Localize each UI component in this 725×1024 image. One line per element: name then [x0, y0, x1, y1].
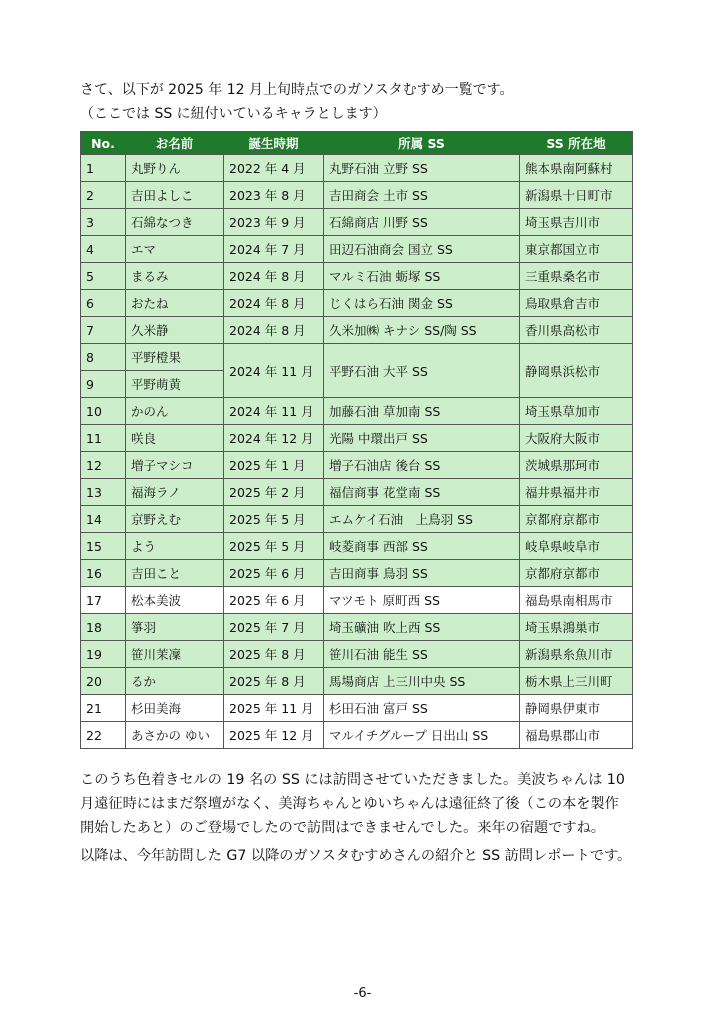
- table-row: [81, 209, 633, 236]
- cell-name: エマ: [126, 236, 224, 263]
- cell-born: 2025 年 2 月: [224, 479, 324, 506]
- cell-name: 平野萌黄: [126, 371, 224, 398]
- cell-no: 8: [81, 344, 126, 371]
- cell-location: 大阪府大阪市: [520, 425, 633, 452]
- cell-name: よう: [126, 533, 224, 560]
- cell-location: 香川県高松市: [520, 317, 633, 344]
- cell-name: おたね: [126, 290, 224, 317]
- table-row: [81, 452, 633, 479]
- cell-location: 熊本県南阿蘇村: [520, 155, 633, 182]
- table-row: [81, 425, 633, 452]
- cell-name: 久米静: [126, 317, 224, 344]
- cell-no: 11: [81, 425, 126, 452]
- cell-ss: 加藤石油 草加南 SS: [324, 398, 520, 425]
- cell-no: 7: [81, 317, 126, 344]
- body-p1-line-3: 開始したあと）のご登場でしたので訪問はできませんでした。来年の宿題ですね。: [80, 820, 605, 836]
- cell-ss: じくはら石油 関金 SS: [324, 290, 520, 317]
- cell-no: 12: [81, 452, 126, 479]
- cell-no: 9: [81, 371, 126, 398]
- cell-born: 2025 年 6 月: [224, 560, 324, 587]
- cell-born: 2024 年 11 月: [224, 398, 324, 425]
- cell-born: 2025 年 6 月: [224, 587, 324, 614]
- character-table: [80, 131, 633, 749]
- cell-ss: 田辺石油商会 国立 SS: [324, 236, 520, 263]
- cell-born: 2024 年 8 月: [224, 263, 324, 290]
- cell-no: 14: [81, 506, 126, 533]
- cell-location: 岐阜県岐阜市: [520, 533, 633, 560]
- cell-name: 箏羽: [126, 614, 224, 641]
- cell-ss: マルイチグループ 日出山 SS: [324, 722, 520, 749]
- table-row: [81, 344, 633, 371]
- table-row: [81, 236, 633, 263]
- cell-no: 20: [81, 668, 126, 695]
- table-row: [81, 398, 633, 425]
- cell-born: 2024 年 8 月: [224, 317, 324, 344]
- cell-no: 13: [81, 479, 126, 506]
- table-row: [81, 182, 633, 209]
- cell-ss: 杉田石油 富戸 SS: [324, 695, 520, 722]
- table-row: [81, 317, 633, 344]
- table-row: [81, 533, 633, 560]
- cell-no: 3: [81, 209, 126, 236]
- table-row: [81, 290, 633, 317]
- table-row: [81, 560, 633, 587]
- cell-name: あさかの ゆい: [126, 722, 224, 749]
- header-name: お名前: [126, 132, 224, 155]
- cell-location: 静岡県伊東市: [520, 695, 633, 722]
- cell-location: 京都府京都市: [520, 506, 633, 533]
- cell-born: 2024 年 11 月: [224, 344, 324, 398]
- cell-born: 2025 年 12 月: [224, 722, 324, 749]
- cell-born: 2025 年 11 月: [224, 695, 324, 722]
- cell-name: 石綿なつき: [126, 209, 224, 236]
- cell-location: 鳥取県倉吉市: [520, 290, 633, 317]
- cell-born: 2025 年 5 月: [224, 533, 324, 560]
- cell-ss: 丸野石油 立野 SS: [324, 155, 520, 182]
- cell-location: 福井県福井市: [520, 479, 633, 506]
- body-paragraph-2: [80, 844, 645, 868]
- cell-name: 吉田こと: [126, 560, 224, 587]
- cell-born: 2024 年 12 月: [224, 425, 324, 452]
- cell-no: 22: [81, 722, 126, 749]
- table-body: [81, 155, 633, 749]
- cell-ss: エムケイ石油 上鳥羽 SS: [324, 506, 520, 533]
- cell-no: 4: [81, 236, 126, 263]
- cell-born: 2023 年 8 月: [224, 182, 324, 209]
- cell-ss: マルミ石油 蛎塚 SS: [324, 263, 520, 290]
- cell-ss: 吉田商事 鳥羽 SS: [324, 560, 520, 587]
- cell-no: 2: [81, 182, 126, 209]
- body-paragraph-1: [80, 768, 645, 840]
- header-no: No.: [81, 132, 126, 155]
- cell-location: 茨城県那珂市: [520, 452, 633, 479]
- cell-ss: 平野石油 大平 SS: [324, 344, 520, 398]
- page-number: -6-: [353, 986, 372, 1001]
- cell-name: 丸野りん: [126, 155, 224, 182]
- cell-no: 15: [81, 533, 126, 560]
- cell-ss: 光陽 中環出戸 SS: [324, 425, 520, 452]
- cell-ss: 埼玉礦油 吹上西 SS: [324, 614, 520, 641]
- header-location: SS 所在地: [520, 132, 633, 155]
- cell-name: かのん: [126, 398, 224, 425]
- cell-location: 福島県郡山市: [520, 722, 633, 749]
- cell-born: 2023 年 9 月: [224, 209, 324, 236]
- cell-location: 京都府京都市: [520, 560, 633, 587]
- cell-born: 2025 年 7 月: [224, 614, 324, 641]
- cell-name: 増子マシコ: [126, 452, 224, 479]
- header-born: 誕生時期: [224, 132, 324, 155]
- intro-line-1: さて、以下が 2025 年 12 月上旬時点でのガソスタむすめ一覧です。: [80, 82, 514, 98]
- table-row: [81, 614, 633, 641]
- cell-ss: マツモト 原町西 SS: [324, 587, 520, 614]
- cell-location: 東京都国立市: [520, 236, 633, 263]
- cell-born: 2024 年 8 月: [224, 290, 324, 317]
- table-header-row: [81, 132, 633, 155]
- cell-no: 5: [81, 263, 126, 290]
- body-p2-line-1: 以降は、今年訪問した G7 以降のガソスタむすめさんの紹介と SS 訪問レポートです。: [80, 848, 632, 864]
- cell-born: 2024 年 7 月: [224, 236, 324, 263]
- cell-location: 新潟県十日町市: [520, 182, 633, 209]
- table-row: [81, 695, 633, 722]
- cell-name: まるみ: [126, 263, 224, 290]
- cell-location: 福島県南相馬市: [520, 587, 633, 614]
- cell-born: 2025 年 1 月: [224, 452, 324, 479]
- body-p1-line-2: 月遠征時にはまだ祭壇がなく、美海ちゃんとゆいちゃんは遠征終了後（この本を製作: [80, 796, 619, 812]
- table-row: [81, 155, 633, 182]
- cell-no: 18: [81, 614, 126, 641]
- cell-ss: 増子石油店 後台 SS: [324, 452, 520, 479]
- cell-location: 埼玉県吉川市: [520, 209, 633, 236]
- cell-born: 2025 年 8 月: [224, 668, 324, 695]
- cell-location: 埼玉県鴻巣市: [520, 614, 633, 641]
- cell-born: 2025 年 8 月: [224, 641, 324, 668]
- cell-name: 平野橙果: [126, 344, 224, 371]
- cell-ss: 岐菱商事 西部 SS: [324, 533, 520, 560]
- cell-ss: 石綿商店 川野 SS: [324, 209, 520, 236]
- cell-name: 咲良: [126, 425, 224, 452]
- table-row: [81, 668, 633, 695]
- cell-name: るか: [126, 668, 224, 695]
- cell-no: 16: [81, 560, 126, 587]
- table-row: [81, 263, 633, 290]
- cell-name: 杉田美海: [126, 695, 224, 722]
- table-row: [81, 479, 633, 506]
- cell-ss: 福信商事 花堂南 SS: [324, 479, 520, 506]
- cell-ss: 吉田商会 土市 SS: [324, 182, 520, 209]
- cell-no: 17: [81, 587, 126, 614]
- cell-name: 京野えむ: [126, 506, 224, 533]
- cell-location: 三重県桑名市: [520, 263, 633, 290]
- body-p1-line-1: このうち色着きセルの 19 名の SS には訪問させていただきました。美波ちゃんは 10: [80, 772, 625, 788]
- cell-location: 新潟県糸魚川市: [520, 641, 633, 668]
- header-ss: 所属 SS: [324, 132, 520, 155]
- cell-location: 栃木県上三川町: [520, 668, 633, 695]
- cell-location: 埼玉県草加市: [520, 398, 633, 425]
- table-row: [81, 587, 633, 614]
- table-row: [81, 506, 633, 533]
- cell-ss: 笹川石油 能生 SS: [324, 641, 520, 668]
- intro-line-2: （ここでは SS に紐付いているキャラとします）: [80, 106, 387, 122]
- table-row: [81, 641, 633, 668]
- table-row: [81, 722, 633, 749]
- cell-location: 静岡県浜松市: [520, 344, 633, 398]
- cell-no: 10: [81, 398, 126, 425]
- cell-name: 笹川茉凜: [126, 641, 224, 668]
- cell-name: 松本美波: [126, 587, 224, 614]
- cell-ss: 馬場商店 上三川中央 SS: [324, 668, 520, 695]
- cell-name: 福海ラノ: [126, 479, 224, 506]
- cell-no: 21: [81, 695, 126, 722]
- cell-no: 19: [81, 641, 126, 668]
- cell-no: 1: [81, 155, 126, 182]
- cell-born: 2022 年 4 月: [224, 155, 324, 182]
- cell-born: 2025 年 5 月: [224, 506, 324, 533]
- cell-ss: 久米加㈱ キナシ SS/陶 SS: [324, 317, 520, 344]
- cell-no: 6: [81, 290, 126, 317]
- cell-name: 吉田よしこ: [126, 182, 224, 209]
